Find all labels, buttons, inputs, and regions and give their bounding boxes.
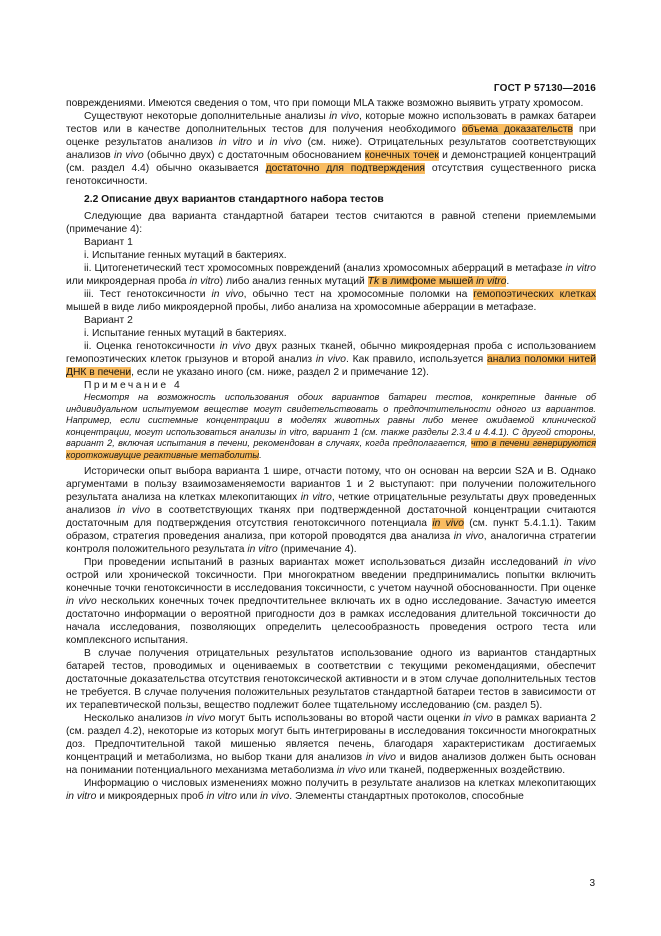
paragraph-additional-assays: Существуют некоторые дополнительные анализы in vivo, которые можно использовать в рамках батареи тестов или в качестве дополнительных тестов для получения необходимого объема доказательств при оценке результатов анализов in vitro и in vivo (см. ниже). Отрицательных результатов соответствующих анализов in vivo (обычно двух) с достаточным обоснованием конечных точек и демонстрацией концентраций (см. раздел 4.4) обычно оказывается достаточно для подтверждения отсутствия существенного риска генотоксичности. xyxy=(66,111,597,187)
paragraph-study-design: При проведении испытаний в разных вариантах может использоваться дизайн исследований in vivo острой или хронической токсичности. При многократном введении предпринимались попытки включить конечные точки генотоксичности в исследования токсичности, с учетом научной обоснованности. При оценке in vivo нескольких конечных точек предпочтительнее включать их в одно исследование. Зачастую имеется достаточно информации о вероятной пригодности доз в рамках исследования длительной токсичности до начала исследования, позволяющих определить целесообразность проведения острого теста или комплексного испытания. xyxy=(66,556,597,646)
note-4-label: Примечание 4 xyxy=(84,380,183,391)
option-2-label: Вариант 2 xyxy=(84,315,133,326)
option-1-item-iii: iii. Тест генотоксичности in vivo, обычно тест на хромосомные поломки на гемопоэтических клетках мышей в виде либо микроядерной пробы, либо анализа на хромосомные аберрации в метафазе. xyxy=(66,289,597,313)
paragraph-historical-experience: Исторически опыт выбора варианта 1 шире, отчасти потому, что он основан на версии S2A и B. Однако аргументами в пользу взаимозаменяемости вариантов 1 и 2 выступают: при получении положительного результата анализа на клетках млекопитающих in vitro, четкие отрицательные результаты двух проведенных анализов in vivo в соответствующих тканях при подтвержденной достаточной концентрации считаются достаточным для подтверждения отсутствия генотоксичного потенциала in vivo (см. пункт 5.4.1.1). Таким образом, стратегия проведения анализа, при которой проводятся два анализа in vivo, аналогична стратегии контроля положительного результата in vitro (примечание 4). xyxy=(66,465,597,555)
page-content xyxy=(66,97,596,803)
paragraph-two-options-intro: Следующие два варианта стандартной батареи тестов считаются в равной степени приемлемыми (примечание 4): xyxy=(66,211,596,235)
option-2-item-ii: ii. Оценка генотоксичности in vivo двух разных тканей, обычно микроядерная проба с использованием гемопоэтических клеток грызунов и второй анализ in vivo. Как правило, используется анализ поломки нитей ДНК в печени, если не указано иного (см. ниже, раздел 2 и примечание 12). xyxy=(66,341,596,378)
page-number: 3 xyxy=(589,878,595,889)
option-1-item-i: i. Испытание генных мутаций в бактериях. xyxy=(84,250,287,261)
option-1-item-ii: ii. Цитогенетический тест хромосомных повреждений (анализ хромосомных аберраций в метафазе in vitro или микроядерная проба in vitro) либо анализ генных мутаций Tk в лимфоме мышей in vitro. xyxy=(66,263,596,287)
section-heading-2-2: 2.2 Описание двух вариантов стандартного набора тестов xyxy=(84,194,384,205)
option-1-label: Вариант 1 xyxy=(84,237,133,248)
paragraph-numerical-changes: Информацию о числовых изменениях можно получить в результате анализов на клетках млекопитающих in vitro и микроядерных проб in vitro или in vivo. Элементы стандартных протоколов, способные xyxy=(66,777,596,802)
option-2-item-i: i. Испытание генных мутаций в бактериях. xyxy=(84,328,287,339)
paragraph-negative-results: В случае получения отрицательных результатов использование одного из вариантов стандартных батарей тестов, проводимых и оцениваемых в соответствии с текущими рекомендациями, обеспечит достаточные доказательства отсутствия генотоксической активности и в этом случае дополнительных тестов не требуется. В случае получения положительных результатов стандартной батареи тестов в зависимости от их терапевтической пользы, вещество подлежит более тщательному исследованию (см. раздел 5). xyxy=(66,647,596,711)
note-4-body: Несмотря на возможность использования обоих вариантов батареи тестов, конкретные данные об индивидуальном испытуемом веществе могут свидетельствовать о предпочтительности одного из вариантов. Например, если системные концентрации в моделях животных равны либо менее ожидаемой клинической концентрации, могут использоваться анализы in vitro, вариант 1 (см. также разделы 2.3.4 и 4.4.1). С другой стороны, вариант 2, включая испытания в печени, рекомендован в случаях, когда предполагается, что в печени генерируются короткоживущие реактивные метаболиты. xyxy=(66,392,597,460)
paragraph-multiple-in-vivo-assays: Несколько анализов in vivo могут быть использованы во второй части оценки in vivo в рамках варианта 2 (см. раздел 4.2), некоторые из которых могут быть интегрированы в исследования токсичности многократных доз. Предпочтительной такой мишенью является печень, благодаря характеристикам достигаемых концентраций и метаболизма, но выбор ткани для анализов in vivo и видов анализов должен быть основан на понимании потенциального механизма метаболизма in vivo или тканей, подверженных воздействию. xyxy=(66,712,597,776)
paragraph-continuation: повреждениями. Имеются сведения о том, что при помощи MLA также возможно выявить утрату хромосом. xyxy=(66,98,584,109)
document-code-header: ГОСТ Р 57130—2016 xyxy=(493,83,596,94)
